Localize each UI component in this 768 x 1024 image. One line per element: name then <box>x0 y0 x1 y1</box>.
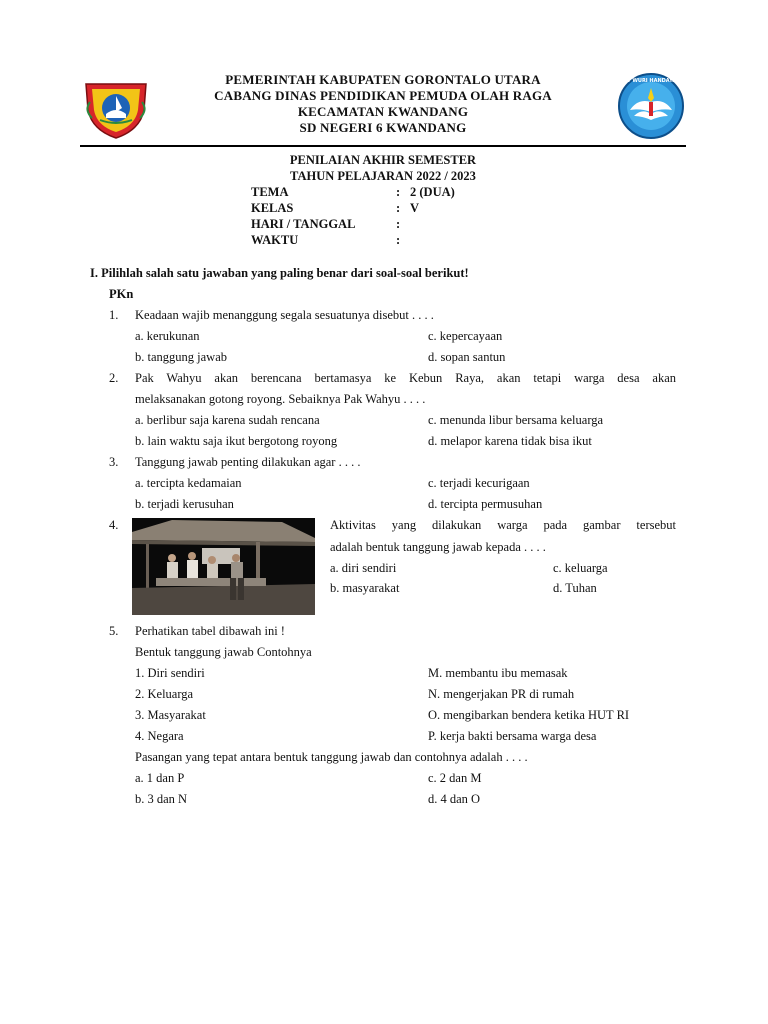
q2-option-a: a. berlibur saja karena sudah rencana <box>135 413 320 427</box>
header-line-3: KECAMATAN KWANDANG <box>297 104 469 119</box>
q4-option-b: b. masyarakat <box>330 581 400 595</box>
q4-text-line1: Aktivitas yang dilakukan warga pada gambar tersebut <box>330 518 676 532</box>
q5-table-header: Bentuk tanggung jawab Contohnya <box>135 645 312 659</box>
q5-option-d: d. 4 dan O <box>428 792 481 806</box>
meta-colon: : <box>396 185 401 199</box>
q5-option-c: c. 2 dan M <box>428 771 482 785</box>
tut-wuri-handayani-icon <box>616 72 686 140</box>
header-line-4: SD NEGERI 6 KWANDANG <box>299 120 467 135</box>
q3-option-c: c. terjadi kecurigaan <box>428 476 530 490</box>
exam-year: TAHUN PELAJARAN 2022 / 2023 <box>290 169 476 183</box>
q5-option-b: b. 3 dan N <box>135 792 188 806</box>
q2-option-c: c. menunda libur bersama keluarga <box>428 413 604 427</box>
q2-text-line2: melaksanakan gotong royong. Sebaiknya Pak Wahyu . . . . <box>135 392 426 406</box>
q5-row-2-left: 2. Keluarga <box>135 687 194 701</box>
subject-heading: PKn <box>109 287 134 301</box>
q1-text: Keadaan wajib menanggung segala sesuatunya disebut . . . . <box>135 308 434 322</box>
q5-row-4-right: P. kerja bakti bersama warga desa <box>428 729 597 743</box>
q5-row-4-left: 4. Negara <box>135 729 184 743</box>
q2-number: 2. <box>109 371 119 385</box>
meta-label-hari: HARI / TANGGAL <box>251 217 356 231</box>
header-divider <box>80 145 686 147</box>
tut-wuri-handayani-text: TUT WURI HANDAYANI <box>619 78 683 84</box>
q4-option-a: a. diri sendiri <box>330 561 397 575</box>
q1-option-d: d. sopan santun <box>428 350 506 364</box>
q4-option-d: d. Tuhan <box>553 581 597 595</box>
section-instruction: I. Pilihlah salah satu jawaban yang paling benar dari soal-soal berikut! <box>90 266 469 280</box>
header-line-1: PEMERINTAH KABUPATEN GORONTALO UTARA <box>225 72 541 87</box>
header-line-2: CABANG DINAS PENDIDIKAN PEMUDA OLAH RAGA <box>214 88 552 103</box>
q5-row-2-right: N. mengerjakan PR di rumah <box>428 687 575 701</box>
exam-title: PENILAIAN AKHIR SEMESTER <box>289 153 477 167</box>
q3-text: Tanggung jawab penting dilakukan agar . . . . <box>135 455 361 469</box>
q5-row-3-left: 3. Masyarakat <box>135 708 206 722</box>
meta-label-tema: TEMA <box>251 185 289 199</box>
q1-option-c: c. kepercayaan <box>428 329 503 343</box>
q2-option-b: b. lain waktu saja ikut bergotong royong <box>135 434 338 448</box>
q2-option-d: d. melapor karena tidak bisa ikut <box>428 434 592 448</box>
night-gathering-photo <box>132 518 315 615</box>
q1-option-b: b. tanggung jawab <box>135 350 227 364</box>
meta-colon: : <box>396 217 401 231</box>
q3-option-b: b. terjadi kerusuhan <box>135 497 234 511</box>
q5-row-3-right: O. mengibarkan bendera ketika HUT RI <box>428 708 630 722</box>
q5-intro: Perhatikan tabel dibawah ini ! <box>135 624 285 638</box>
q3-option-a: a. tercipta kedamaian <box>135 476 242 490</box>
q5-row-1-left: 1. Diri sendiri <box>135 666 205 680</box>
q4-text-line2: adalah bentuk tanggung jawab kepada . . . . <box>330 540 546 554</box>
q4-option-c: c. keluarga <box>553 561 608 575</box>
q5-option-a: a. 1 dan P <box>135 771 185 785</box>
q5-row-1-right: M. membantu ibu memasak <box>428 666 568 680</box>
meta-colon: : <box>396 201 401 215</box>
q1-number: 1. <box>109 308 119 322</box>
q2-text-line1: Pak Wahyu akan berencana bertamasya ke Kebun Raya, akan tetapi warga desa akan <box>135 371 676 385</box>
meta-colon: : <box>396 233 401 247</box>
q3-option-d: d. tercipta permusuhan <box>428 497 543 511</box>
q5-number: 5. <box>109 624 119 638</box>
q4-number: 4. <box>109 518 119 532</box>
meta-label-kelas: KELAS <box>251 201 294 215</box>
kabupaten-emblem-icon <box>80 80 152 140</box>
q3-number: 3. <box>109 455 119 469</box>
q5-question: Pasangan yang tepat antara bentuk tanggung jawab dan contohnya adalah . . . . <box>135 750 528 764</box>
meta-label-waktu: WAKTU <box>251 233 299 247</box>
meta-value-kelas: V <box>410 201 420 215</box>
q1-option-a: a. kerukunan <box>135 329 200 343</box>
meta-value-tema: 2 (DUA) <box>410 185 455 199</box>
